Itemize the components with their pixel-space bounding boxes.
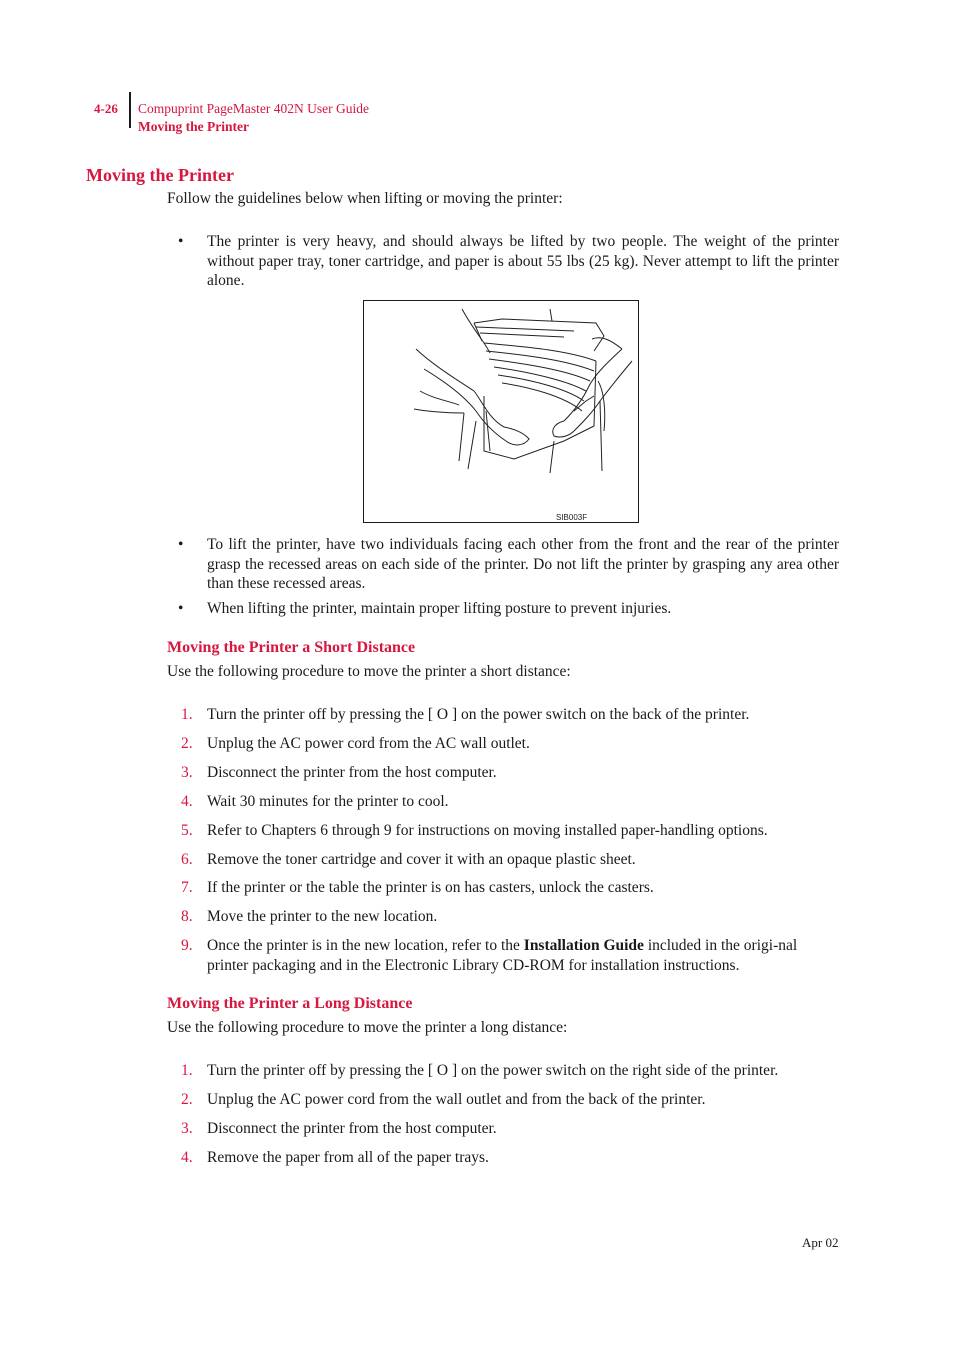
section-intro-short: Use the following procedure to move the printer a short distance: — [167, 663, 571, 680]
section-intro-long: Use the following procedure to move the printer a long distance: — [167, 1019, 568, 1036]
bullet-text: When lifting the printer, maintain proper lifting posture to prevent injuries. — [207, 600, 672, 617]
step-item — [181, 1148, 841, 1168]
step-text: Remove the paper from all of the paper trays. — [207, 1149, 489, 1166]
header-divider — [129, 92, 131, 128]
page-number: 4-26 — [94, 101, 118, 116]
printer-lifting-illustration — [363, 300, 639, 523]
step-text: Turn the printer off by pressing the [ O ] on the power switch on the right side of the printer. — [207, 1062, 779, 1079]
step-text: Refer to Chapters 6 through 9 for instructions on moving installed paper-handling options. — [207, 822, 768, 839]
step-text: Wait 30 minutes for the printer to cool. — [207, 793, 449, 810]
step-number: 4. — [181, 793, 193, 810]
page-title: Moving the Printer — [86, 165, 234, 185]
step-number: 4. — [181, 1149, 193, 1166]
bullet-icon: • — [178, 600, 184, 617]
step-number: 7. — [181, 879, 193, 896]
list-item — [178, 535, 839, 594]
bullet-icon: • — [178, 536, 184, 553]
installation-guide-reference: Installation Guide — [523, 937, 644, 954]
step-item — [181, 1090, 841, 1110]
step-item — [181, 792, 841, 812]
step-item — [181, 907, 841, 927]
step-text: Move the printer to the new location. — [207, 908, 438, 925]
step-number: 2. — [181, 735, 193, 752]
bullet-text: To lift the printer, have two individuals facing each other from the front and the rear of the printer grasp the recessed areas on each side of the printer. Do not lift the printer by grasping any area other than these recessed areas. — [207, 536, 839, 592]
step-text-post: included in the origi-nal printer packaging and in the Electronic Library CD-ROM for installation instructions. — [207, 937, 798, 974]
guide-title: Compuprint PageMaster 402N User Guide — [138, 101, 369, 116]
running-section-title: Moving the Printer — [138, 119, 249, 134]
step-item — [181, 936, 841, 975]
list-item — [178, 232, 839, 291]
step-item — [181, 1061, 841, 1081]
step-number: 1. — [181, 1062, 193, 1079]
intro-text: Follow the guidelines below when lifting or moving the printer: — [167, 190, 563, 207]
footer-date: Apr 02 — [802, 1235, 839, 1250]
step-text: Unplug the AC power cord from the wall outlet and from the back of the printer. — [207, 1091, 706, 1108]
step-number: 6. — [181, 851, 193, 868]
section-heading-short: Moving the Printer a Short Distance — [167, 639, 416, 656]
step-number: 3. — [181, 764, 193, 781]
step-number: 8. — [181, 908, 193, 925]
step-text: Disconnect the printer from the host computer. — [207, 764, 497, 781]
step-text-pre: Once the printer is in the new location, refer to the — [207, 937, 524, 954]
step-number: 9. — [181, 937, 193, 954]
step-number: 2. — [181, 1091, 193, 1108]
bullet-icon: • — [178, 233, 184, 250]
step-text: If the printer or the table the printer is on has casters, unlock the casters. — [207, 879, 654, 896]
lifting-drawing — [364, 301, 637, 521]
step-text — [207, 936, 841, 975]
step-item — [181, 734, 841, 754]
step-number: 1. — [181, 706, 193, 723]
step-text: Remove the toner cartridge and cover it with an opaque plastic sheet. — [207, 851, 636, 868]
list-item — [178, 599, 839, 619]
step-number: 3. — [181, 1120, 193, 1137]
step-item — [181, 878, 841, 898]
step-item — [181, 1119, 841, 1139]
step-text: Unplug the AC power cord from the AC wall outlet. — [207, 735, 530, 752]
figure-caption: SIB003F — [556, 513, 588, 521]
step-number: 5. — [181, 822, 193, 839]
section-heading-long: Moving the Printer a Long Distance — [167, 995, 413, 1012]
step-item — [181, 763, 841, 783]
step-item — [181, 821, 841, 841]
step-text: Disconnect the printer from the host computer. — [207, 1120, 497, 1137]
step-text: Turn the printer off by pressing the [ O ] on the power switch on the back of the printer. — [207, 706, 750, 723]
step-item — [181, 705, 841, 725]
step-item — [181, 850, 841, 870]
bullet-text: The printer is very heavy, and should always be lifted by two people. The weight of the printer without paper tray, toner cartridge, and paper is about 55 lbs (25 kg). Never attempt to lift the printer alone. — [207, 233, 839, 289]
